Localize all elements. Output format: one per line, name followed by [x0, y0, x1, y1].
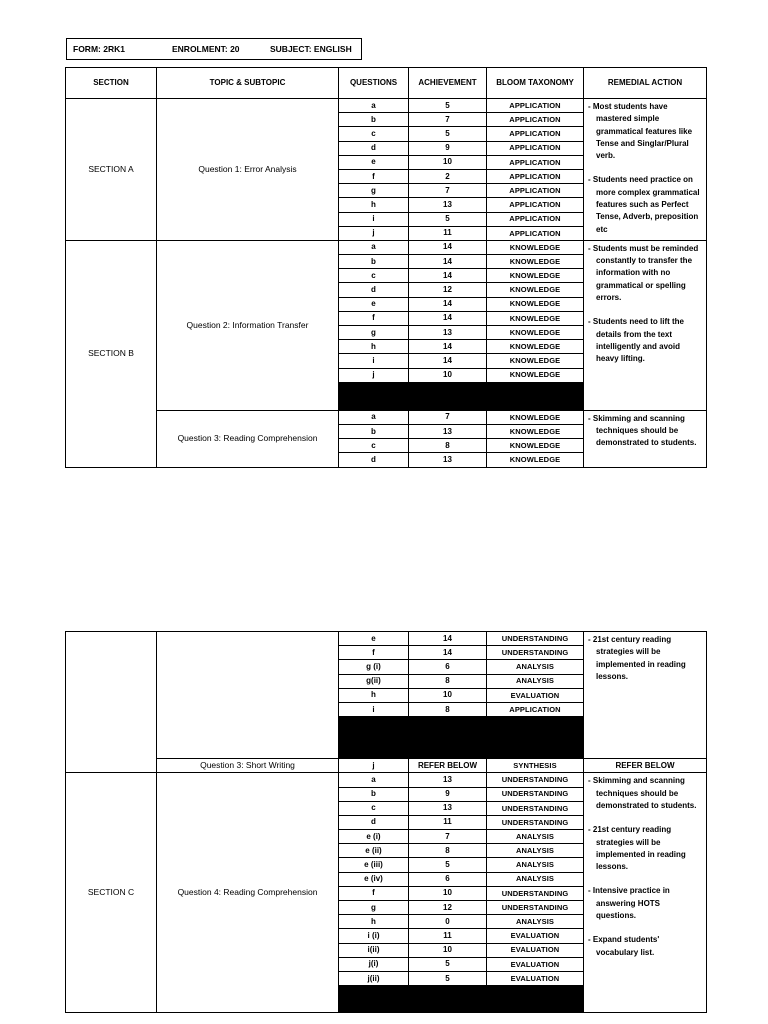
question-cell: j(i): [339, 957, 409, 971]
achievement-cell: 5: [409, 127, 487, 141]
question-cell: i(ii): [339, 943, 409, 957]
achievement-cell: 8: [409, 702, 487, 716]
bloom-cell: APPLICATION: [487, 212, 584, 226]
table-header-row: [66, 68, 707, 99]
achievement-cell: 10: [409, 155, 487, 169]
col-bloom: BLOOM TAXONOMY: [487, 68, 584, 99]
question-cell: d: [339, 141, 409, 155]
bloom-cell: UNDERSTANDING: [487, 901, 584, 915]
bloom-cell: KNOWLEDGE: [487, 410, 584, 424]
bloom-cell: UNDERSTANDING: [487, 801, 584, 815]
topic-cell: Question 1: Error Analysis: [157, 99, 339, 241]
bloom-cell: EVALUATION: [487, 929, 584, 943]
achievement-cell: 9: [409, 141, 487, 155]
achievement-cell: 14: [409, 632, 487, 646]
remedial-action-cell: [584, 99, 707, 241]
bloom-cell: UNDERSTANDING: [487, 646, 584, 660]
bloom-cell: KNOWLEDGE: [487, 354, 584, 368]
achievement-cell: 13: [409, 801, 487, 815]
achievement-cell: 14: [409, 340, 487, 354]
question-cell: h: [339, 688, 409, 702]
question-cell: h: [339, 915, 409, 929]
remedial-action-cell: [584, 240, 707, 410]
topic-cell: Question 3: Reading Comprehension: [157, 410, 339, 467]
achievement-cell: 13: [409, 326, 487, 340]
remedial-note: - Intensive practice in answering HOTS questions.: [588, 886, 670, 920]
col-questions: QUESTIONS: [339, 68, 409, 99]
table-row: [66, 240, 707, 254]
question-cell: h: [339, 340, 409, 354]
topic-cell: Question 2: Information Transfer: [157, 240, 339, 410]
remedial-note: - Students need to lift the details from the text intelligently and avoid heavy lifting.: [588, 317, 684, 364]
question-cell: c: [339, 801, 409, 815]
bloom-cell: APPLICATION: [487, 141, 584, 155]
question-cell: d: [339, 453, 409, 467]
achievement-cell: 14: [409, 646, 487, 660]
achievement-cell: 7: [409, 113, 487, 127]
question-cell: e (ii): [339, 844, 409, 858]
remedial-note: - Most students have mastered simple grammatical features like Tense and Singlar/Plural verb.: [588, 102, 693, 161]
achievement-cell: 6: [409, 872, 487, 886]
bloom-cell: KNOWLEDGE: [487, 283, 584, 297]
subject-label: SUBJECT: ENGLISH: [270, 44, 352, 54]
question-cell: g: [339, 326, 409, 340]
question-cell: e (i): [339, 830, 409, 844]
achievement-cell: 5: [409, 212, 487, 226]
question-cell: e: [339, 632, 409, 646]
achievement-cell: 8: [409, 674, 487, 688]
bloom-cell: APPLICATION: [487, 169, 584, 183]
remedial-note: - Students must be reminded constantly to transfer the information with no grammatical or spelling errors.: [588, 243, 699, 303]
question-cell: e: [339, 155, 409, 169]
bloom-cell: KNOWLEDGE: [487, 340, 584, 354]
question-cell: g: [339, 901, 409, 915]
achievement-cell: 14: [409, 240, 487, 254]
question-cell: f: [339, 311, 409, 325]
bloom-cell: UNDERSTANDING: [487, 773, 584, 787]
bloom-cell: ANALYSIS: [487, 872, 584, 886]
col-section: SECTION: [66, 68, 157, 99]
achievement-cell: 7: [409, 830, 487, 844]
bloom-cell: ANALYSIS: [487, 858, 584, 872]
question-cell: b: [339, 787, 409, 801]
bloom-cell: APPLICATION: [487, 127, 584, 141]
remedial-note: - Expand students' vocabulary list.: [588, 935, 660, 957]
bloom-cell: APPLICATION: [487, 99, 584, 113]
question-cell: i: [339, 702, 409, 716]
question-cell: c: [339, 269, 409, 283]
bloom-cell: KNOWLEDGE: [487, 297, 584, 311]
bloom-cell: ANALYSIS: [487, 915, 584, 929]
achievement-cell: 7: [409, 184, 487, 198]
achievement-cell: 14: [409, 255, 487, 269]
analysis-table-2: [65, 631, 707, 1013]
bloom-cell: APPLICATION: [487, 702, 584, 716]
question-cell: a: [339, 410, 409, 424]
achievement-cell: 9: [409, 787, 487, 801]
bloom-cell: APPLICATION: [487, 198, 584, 212]
question-cell: j: [339, 759, 409, 773]
remedial-note: - 21st century reading strategies will be implemented in reading lessons.: [588, 825, 686, 872]
bloom-cell: KNOWLEDGE: [487, 269, 584, 283]
achievement-cell: 7: [409, 410, 487, 424]
bloom-cell: APPLICATION: [487, 184, 584, 198]
section-label: SECTION A: [66, 99, 157, 241]
redacted-cell: [339, 382, 584, 410]
section-label: [66, 632, 157, 773]
question-cell: f: [339, 646, 409, 660]
bloom-cell: KNOWLEDGE: [487, 424, 584, 438]
question-cell: a: [339, 773, 409, 787]
section-label: SECTION C: [66, 773, 157, 1013]
bloom-cell: KNOWLEDGE: [487, 311, 584, 325]
question-cell: b: [339, 424, 409, 438]
achievement-cell: 8: [409, 439, 487, 453]
remedial-action-cell: REFER BELOW: [584, 759, 707, 773]
achievement-cell: 5: [409, 971, 487, 985]
question-cell: i (i): [339, 929, 409, 943]
achievement-cell: 11: [409, 815, 487, 829]
achievement-cell: 2: [409, 169, 487, 183]
bloom-cell: SYNTHESIS: [487, 759, 584, 773]
col-remedial: REMEDIAL ACTION: [584, 68, 707, 99]
question-cell: c: [339, 127, 409, 141]
achievement-cell: 13: [409, 453, 487, 467]
remedial-action-cell: [584, 632, 707, 759]
question-cell: g: [339, 184, 409, 198]
remedial-note: - 21st century reading strategies will be implemented in reading lessons.: [588, 635, 686, 681]
bloom-cell: KNOWLEDGE: [487, 439, 584, 453]
table-row: [66, 99, 707, 113]
achievement-cell: 12: [409, 901, 487, 915]
achievement-cell: 14: [409, 269, 487, 283]
achievement-cell: 5: [409, 99, 487, 113]
bloom-cell: APPLICATION: [487, 155, 584, 169]
bloom-cell: KNOWLEDGE: [487, 326, 584, 340]
achievement-cell: 14: [409, 297, 487, 311]
remedial-action-cell: [584, 410, 707, 467]
achievement-cell: 10: [409, 368, 487, 382]
achievement-cell: 0: [409, 915, 487, 929]
bloom-cell: ANALYSIS: [487, 674, 584, 688]
achievement-cell: 11: [409, 929, 487, 943]
bloom-cell: UNDERSTANDING: [487, 787, 584, 801]
question-cell: b: [339, 113, 409, 127]
question-cell: h: [339, 198, 409, 212]
bloom-cell: KNOWLEDGE: [487, 453, 584, 467]
achievement-cell: 10: [409, 886, 487, 900]
bloom-cell: EVALUATION: [487, 971, 584, 985]
achievement-cell: 14: [409, 354, 487, 368]
table-row: [66, 632, 707, 646]
achievement-cell: 12: [409, 283, 487, 297]
remedial-action-cell: [584, 773, 707, 1013]
bloom-cell: KNOWLEDGE: [487, 240, 584, 254]
achievement-cell: 11: [409, 226, 487, 240]
topic-cell: Question 4: Reading Comprehension: [157, 773, 339, 1013]
remedial-note: - Skimming and scanning techniques should be demonstrated to students.: [588, 776, 697, 810]
question-cell: b: [339, 255, 409, 269]
question-cell: a: [339, 99, 409, 113]
table-1-body: [66, 99, 707, 468]
question-cell: g (i): [339, 660, 409, 674]
col-achievement: ACHIEVEMENT: [409, 68, 487, 99]
bloom-cell: APPLICATION: [487, 226, 584, 240]
achievement-cell: 13: [409, 198, 487, 212]
topic-cell: [157, 632, 339, 759]
question-cell: j: [339, 226, 409, 240]
bloom-cell: KNOWLEDGE: [487, 368, 584, 382]
achievement-cell: 13: [409, 424, 487, 438]
question-cell: e (iii): [339, 858, 409, 872]
question-cell: j: [339, 368, 409, 382]
table-row: [66, 773, 707, 787]
question-cell: c: [339, 439, 409, 453]
enrolment-label: ENROLMENT: 20: [172, 44, 240, 54]
achievement-cell: 14: [409, 311, 487, 325]
achievement-cell: 13: [409, 773, 487, 787]
bloom-cell: UNDERSTANDING: [487, 815, 584, 829]
short-writing-row: [66, 759, 707, 773]
table-row: [66, 410, 707, 424]
section-label: SECTION B: [66, 240, 157, 467]
remedial-note: - Students need practice on more complex grammatical features such as Perfect Tense, Adverb, preposition etc: [588, 175, 700, 234]
report-header: [66, 38, 362, 60]
achievement-cell: 5: [409, 858, 487, 872]
achievement-cell: 10: [409, 943, 487, 957]
achievement-cell: REFER BELOW: [409, 759, 487, 773]
question-cell: g(ii): [339, 674, 409, 688]
col-topic: TOPIC & SUBTOPIC: [157, 68, 339, 99]
bloom-cell: APPLICATION: [487, 113, 584, 127]
bloom-cell: ANALYSIS: [487, 660, 584, 674]
question-cell: f: [339, 169, 409, 183]
question-cell: e: [339, 297, 409, 311]
question-cell: f: [339, 886, 409, 900]
achievement-cell: 5: [409, 957, 487, 971]
bloom-cell: EVALUATION: [487, 688, 584, 702]
question-cell: j(ii): [339, 971, 409, 985]
bloom-cell: UNDERSTANDING: [487, 632, 584, 646]
bloom-cell: ANALYSIS: [487, 844, 584, 858]
redacted-cell: [339, 986, 584, 1013]
question-cell: d: [339, 815, 409, 829]
question-cell: e (iv): [339, 872, 409, 886]
bloom-cell: EVALUATION: [487, 943, 584, 957]
achievement-cell: 6: [409, 660, 487, 674]
question-cell: a: [339, 240, 409, 254]
bloom-cell: EVALUATION: [487, 957, 584, 971]
analysis-table-1: [65, 67, 707, 468]
bloom-cell: UNDERSTANDING: [487, 886, 584, 900]
form-label: FORM: 2RK1: [73, 44, 125, 54]
bloom-cell: KNOWLEDGE: [487, 255, 584, 269]
topic-cell: Question 3: Short Writing: [157, 759, 339, 773]
remedial-note: - Skimming and scanning techniques should be demonstrated to students.: [588, 413, 697, 448]
redacted-cell: [339, 717, 584, 759]
achievement-cell: 10: [409, 688, 487, 702]
achievement-cell: 8: [409, 844, 487, 858]
table-2-body: [66, 632, 707, 1013]
bloom-cell: ANALYSIS: [487, 830, 584, 844]
question-cell: i: [339, 212, 409, 226]
question-cell: d: [339, 283, 409, 297]
question-cell: i: [339, 354, 409, 368]
